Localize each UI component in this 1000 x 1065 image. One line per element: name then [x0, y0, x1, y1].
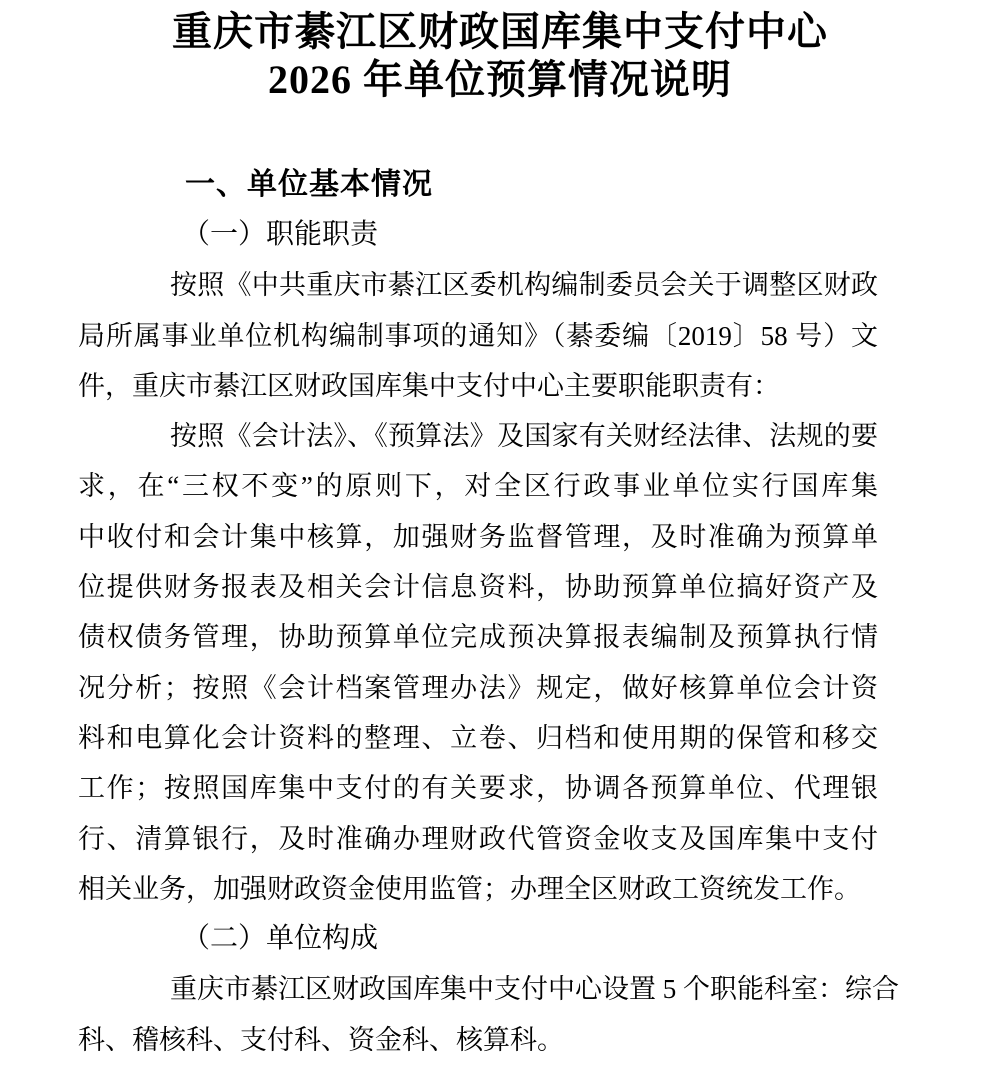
- text-line: 重庆市綦江区财政国库集中支付中心设置 5 个职能科室：综合: [170, 974, 899, 1005]
- text-line: 工作；按照国库集中支付的有关要求，协调各预算单位、代理银: [78, 773, 878, 804]
- doc-title: [0, 0, 1000, 104]
- text-line: 中收付和会计集中核算，加强财务监督管理，及时准确为预算单: [78, 521, 878, 552]
- subsection-heading: （一）职能职责: [182, 219, 379, 250]
- section-heading: 一、单位基本情况: [185, 168, 433, 201]
- paragraph: [78, 964, 899, 1065]
- text-line: 行、清算银行，及时准确办理财政代管资金收支及国库集中支付: [78, 823, 878, 854]
- text-line: 债权债务管理，协助预算单位完成预决算报表编制及预算执行情: [78, 622, 878, 653]
- text-line: 按照《会计法》、《预算法》及国家有关财经法律、法规的要: [170, 421, 878, 452]
- doc-title-line-1: 重庆市綦江区财政国库集中支付中心: [172, 9, 828, 54]
- text-line: 况分析；按照《会计档案管理办法》规定，做好核算单位会计资: [78, 672, 878, 703]
- paragraph: [78, 260, 878, 411]
- text-line: 科、稽核科、支付科、资金科、核算科。: [78, 1024, 564, 1055]
- text-line: 件，重庆市綦江区财政国库集中支付中心主要职能职责有：: [78, 370, 780, 401]
- text-line: 求，在“三权不变”的原则下，对全区行政事业单位实行国库集: [78, 471, 878, 502]
- subsection-heading: （二）单位构成: [182, 923, 379, 955]
- text-line: 位提供财务报表及相关会计信息资料，协助预算单位搞好资产及: [78, 572, 878, 603]
- text-line: 相关业务，加强财政资金使用监管；办理全区财政工资统发工作。: [78, 873, 861, 904]
- text-line: 按照《中共重庆市綦江区委机构编制委员会关于调整区财政: [170, 270, 878, 301]
- doc-title-line-2: 2026 年单位预算情况说明: [268, 57, 732, 102]
- text-line: 局所属事业单位机构编制事项的通知》（綦委编〔2019〕58 号）文: [78, 320, 878, 351]
- text-line: 料和电算化会计资料的整理、立卷、归档和使用期的保管和移交: [78, 722, 878, 753]
- paragraph: [78, 411, 878, 914]
- document-body: [78, 210, 899, 1065]
